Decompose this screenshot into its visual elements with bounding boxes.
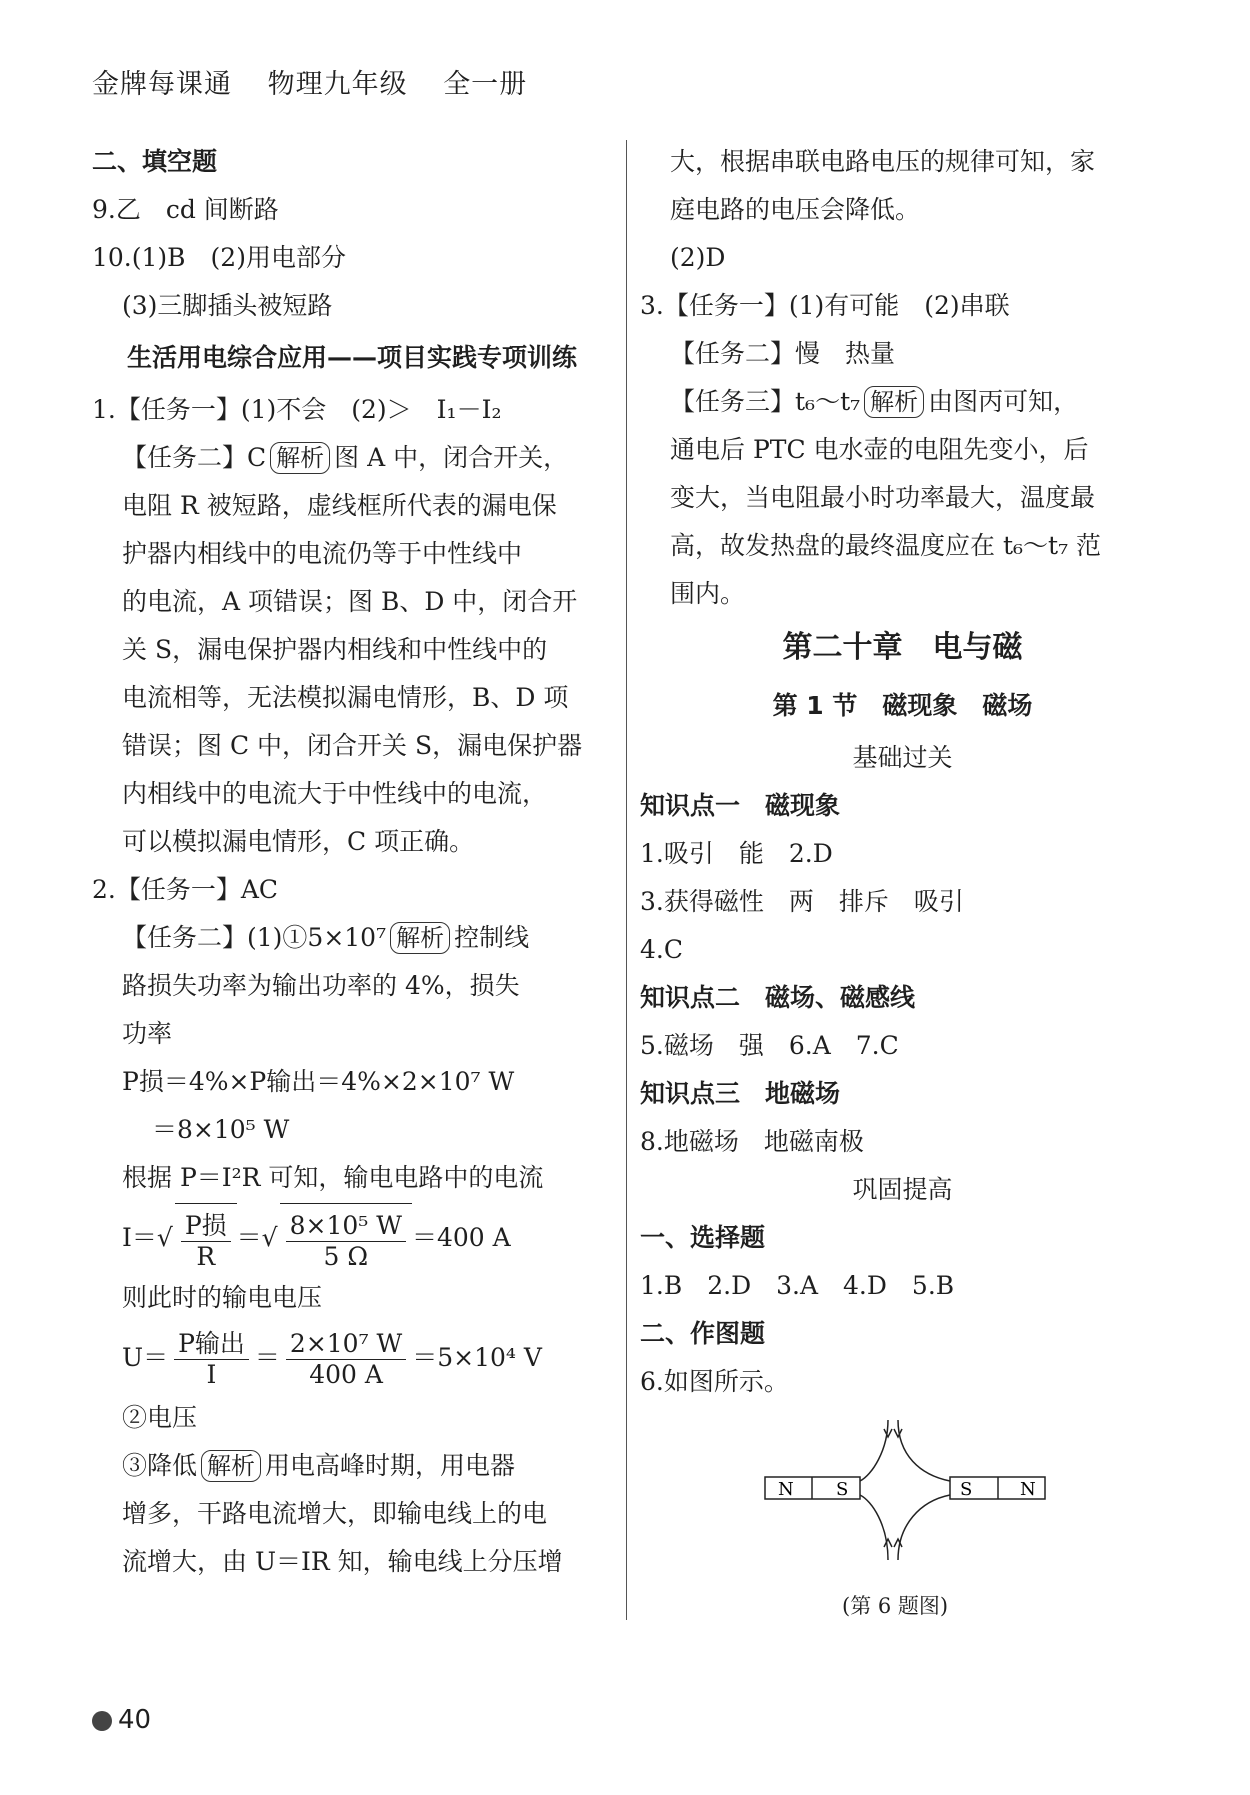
pole-label: S (960, 1479, 973, 1500)
answer-line: 则此时的输电电压 (122, 1283, 323, 1312)
fraction (181, 1211, 231, 1272)
sqrt-symbol: √ (156, 1223, 173, 1252)
answer-line: 4.C (640, 935, 683, 964)
answer-line: 6.如图所示。 (640, 1367, 789, 1396)
analysis-badge: 解析 (270, 442, 330, 474)
magnet-field-figure (760, 1415, 1050, 1565)
subsection-title: 巩固提高 (852, 1175, 953, 1204)
answer-line: 10.(1)B (2)用电部分 (92, 243, 346, 272)
answer-line: 的电流，A 项错误；图 B、D 中，闭合开 (122, 587, 578, 616)
answer-line: 庭电路的电压会降低。 (670, 195, 921, 224)
answer-line: 1.B 2.D 3.A 4.D 5.B (640, 1271, 955, 1300)
answer-line: 通电后 PTC 电水壶的电阻先变小，后 (670, 435, 1089, 464)
answer-line: 根据 P＝I²R 可知，输电电路中的电流 (122, 1163, 544, 1192)
sqrt-body (175, 1203, 237, 1276)
answer-line: 围内。 (670, 579, 746, 608)
answer-line: 变大，当电阻最小时功率最大，温度最 (670, 483, 1096, 512)
eq-rhs: ＝5×10⁴ V (412, 1343, 542, 1372)
answer-text: 由图丙可知， (928, 387, 1079, 416)
answer-line (92, 914, 612, 962)
page-header (92, 62, 553, 101)
answer-line: 8.地磁场 地磁南极 (640, 1127, 864, 1156)
page-marker-icon (92, 1711, 112, 1731)
analysis-badge: 解析 (864, 386, 924, 418)
chapter-title: 第二十章 电与磁 (782, 630, 1023, 665)
sqrt-body (280, 1203, 412, 1276)
subsection-title: 基础过关 (852, 743, 953, 772)
answer-line: 电阻 R 被短路，虚线框所代表的漏电保 (122, 491, 557, 520)
answer-line: 错误；图 C 中，闭合开关 S，漏电保护器 (122, 731, 583, 760)
answer-line: 关 S，漏电保护器内相线和中性线中的 (122, 635, 548, 664)
fraction (286, 1211, 406, 1272)
section-heading: 二、作图题 (640, 1319, 766, 1348)
answer-line: 5.磁场 强 6.A 7.C (640, 1031, 899, 1060)
answer-text: 控制线 (454, 923, 530, 952)
denominator: 5 Ω (323, 1242, 369, 1271)
pole-label: N (778, 1479, 794, 1500)
answer-line: 流增大，由 U＝IR 知，输电线上分压增 (122, 1547, 563, 1576)
answer-line: 增多，干路电流增大，即输电线上的电 (122, 1499, 548, 1528)
answer-line: (2)D (670, 243, 726, 272)
project-heading: 生活用电综合应用——项目实践专项训练 (126, 343, 577, 372)
pole-label: S (836, 1479, 849, 1500)
answer-line: 1.吸引 能 2.D (640, 839, 833, 868)
left-column (92, 138, 612, 1586)
answer-text: 【任务二】C (122, 443, 267, 472)
eq-lhs: I＝ (122, 1223, 157, 1252)
page-number (92, 1705, 151, 1735)
answer-line: 电流相等，无法模拟漏电情形，B、D 项 (122, 683, 569, 712)
answer-line: 9.乙 cd 间断路 (92, 195, 279, 224)
eq-rhs: ＝400 A (411, 1223, 511, 1252)
answer-line: 功率 (122, 1019, 173, 1048)
answer-line: 大，根据串联电路电压的规律可知，家 (670, 147, 1096, 176)
answer-text: 【任务三】t₆～t₇ (670, 387, 861, 416)
answer-line: 护器内相线中的电流仍等于中性线中 (122, 539, 523, 568)
column-divider (626, 140, 627, 1620)
analysis-badge: 解析 (201, 1450, 261, 1482)
answer-line (92, 434, 612, 482)
field-line (898, 1495, 950, 1560)
answer-line: 【任务二】慢 热量 (670, 339, 896, 368)
book-title: 金牌每课通 (92, 69, 232, 100)
numerator: P损 (181, 1211, 231, 1242)
field-line (860, 1495, 888, 1560)
eq-lhs: U＝ (122, 1343, 169, 1372)
section-title: 第 1 节 磁现象 磁场 (772, 691, 1033, 720)
analysis-badge: 解析 (390, 922, 450, 954)
answer-line: 路损失功率为输出功率的 4%，损失 (122, 971, 520, 1000)
numerator: P输出 (174, 1329, 249, 1360)
section-heading: 一、选择题 (640, 1223, 766, 1252)
page-number-text: 40 (118, 1705, 152, 1735)
answer-line: 高，故发热盘的最终温度应在 t₆～t₇ 范 (670, 531, 1102, 560)
voltage-equation: U＝ $\frac{\text{P输出}}{I}$ ＝ $\frac{\text{2×10⁷ W}}{400 A}$ ＝5×10⁴ V (122, 1329, 542, 1389)
answer-text: 图 A 中，闭合开关， (334, 443, 569, 472)
answer-text: 用电高峰时期，用电器 (265, 1451, 516, 1480)
right-column (640, 138, 1165, 1406)
answer-line: (3)三脚插头被短路 (122, 291, 333, 320)
knowledge-point: 知识点一 磁现象 (640, 791, 841, 820)
answer-line: ②电压 (122, 1403, 198, 1432)
answer-line (92, 1442, 612, 1490)
equation: P损＝4%×P输出＝4%×2×10⁷ W (122, 1067, 515, 1096)
answer-text: ③降低 (122, 1451, 198, 1480)
answer-line: 2.【任务一】AC (92, 875, 279, 904)
knowledge-point: 知识点三 地磁场 (640, 1079, 841, 1108)
answer-line (640, 378, 1165, 426)
numerator: 8×10⁵ W (286, 1211, 406, 1242)
denominator: 400 A (309, 1360, 383, 1389)
volume-title: 全一册 (443, 69, 528, 100)
current-equation: I＝√ $\frac{\text{P损}}{R}$ ＝√ $\frac{\text{8×10⁵ W}}{5 \Omega}$ ＝400 A (92, 1202, 612, 1274)
denominator: I (206, 1360, 217, 1389)
answer-line: 可以模拟漏电情形，C 项正确。 (122, 827, 475, 856)
answer-line: 1.【任务一】(1)不会 (2)＞ I₁－I₂ (92, 395, 502, 424)
numerator: 2×10⁷ W (286, 1329, 406, 1360)
section-heading: 二、填空题 (92, 147, 218, 176)
denominator: R (196, 1242, 216, 1271)
subject-title: 物理九年级 (267, 69, 408, 100)
field-line (898, 1420, 950, 1481)
pole-label: N (1020, 1479, 1036, 1500)
knowledge-point: 知识点二 磁场、磁感线 (640, 983, 916, 1012)
answer-text: 【任务二】(1)①5×10⁷ (122, 923, 387, 952)
fraction (286, 1329, 406, 1390)
sqrt-symbol: √ (261, 1223, 278, 1252)
answer-line: 内相线中的电流大于中性线中的电流， (122, 779, 548, 808)
answer-line: 3.获得磁性 两 排斥 吸引 (640, 887, 964, 916)
equation: ＝8×10⁵ W (152, 1115, 290, 1144)
answer-line: 3.【任务一】(1)有可能 (2)串联 (640, 291, 1010, 320)
figure-caption: (第 6 题图) (842, 1594, 949, 1618)
fraction (174, 1329, 249, 1390)
arrow-icon (884, 1539, 892, 1547)
